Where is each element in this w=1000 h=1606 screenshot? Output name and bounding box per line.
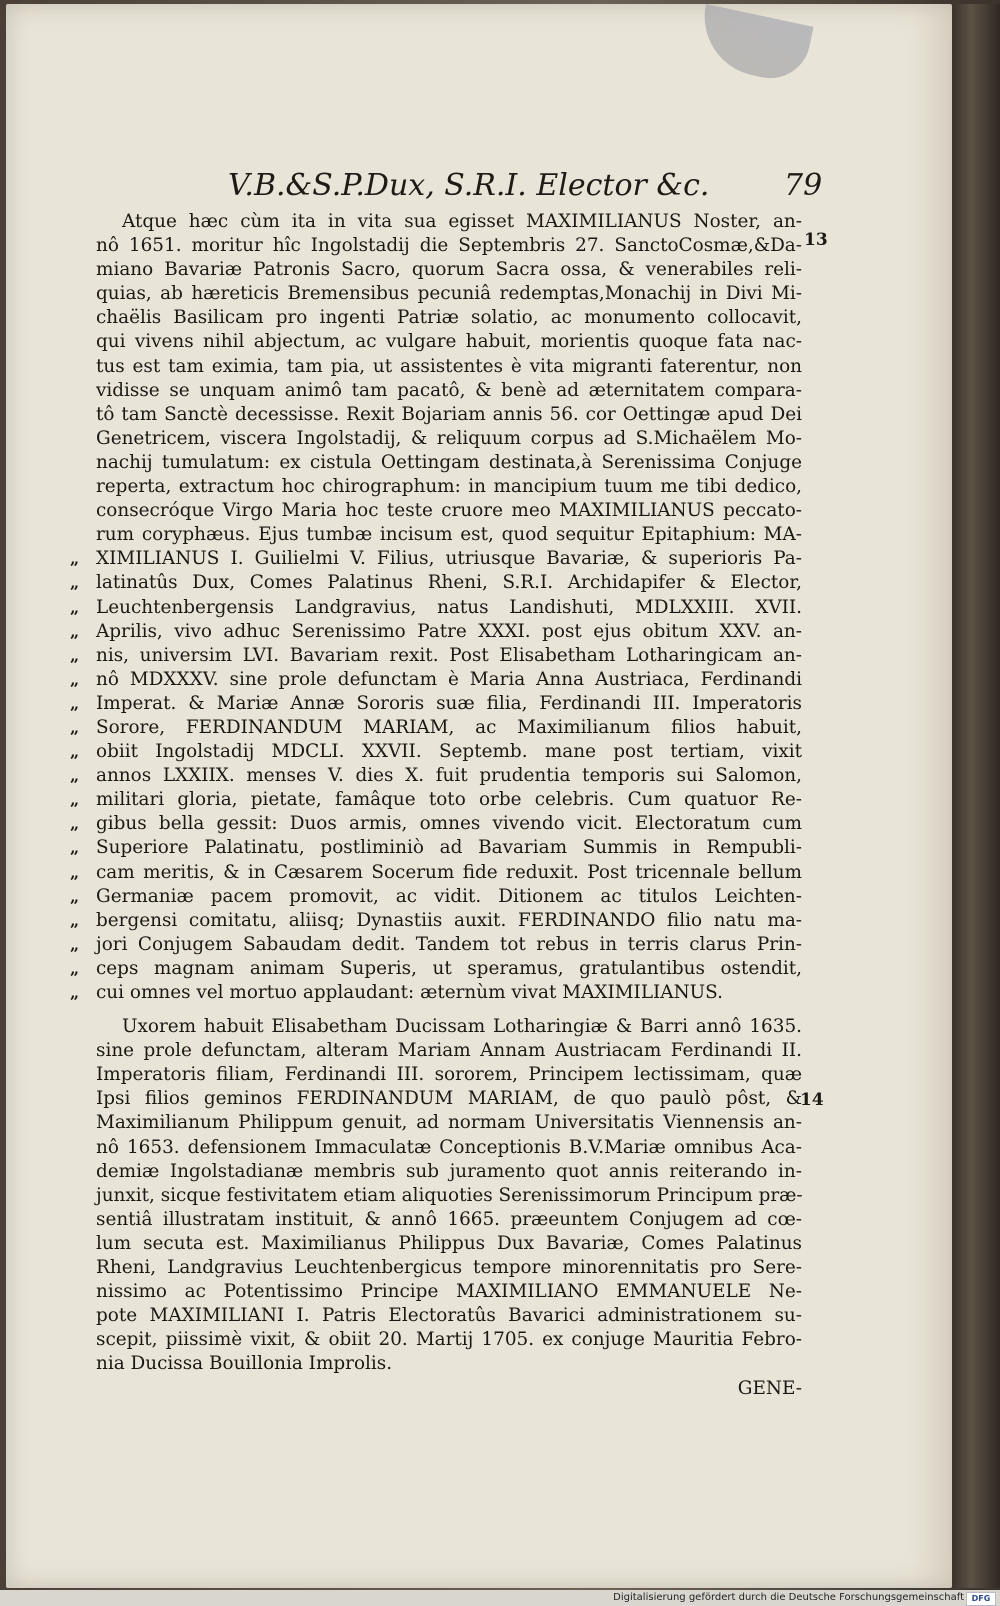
- line-text: ceps magnam animam Superis, ut speramus, gratulantibus ostendit,: [96, 957, 802, 979]
- line-text: reperta, extractum hoc chirographum: in mancipium tuum me tibi dedico,: [96, 476, 802, 498]
- text-line: demiæ Ingolstadianæ membris sub juramento quot annis reiterando in-: [96, 1160, 802, 1182]
- line-text: XIMILIANUS I. Guilielmi V. Filius, utriusque Bavariæ, & superioris Pa-: [96, 548, 802, 570]
- footer-bar: [0, 1590, 1000, 1606]
- running-header: [228, 168, 848, 208]
- text-line: sine prole defunctam, alteram Mariam Annam Austriacam Ferdinandi II.: [96, 1040, 802, 1062]
- body-text: [70, 210, 803, 1401]
- text-line: [70, 740, 802, 764]
- text-line: [70, 885, 802, 909]
- text-line: [96, 523, 802, 547]
- quote-mark: „: [70, 621, 80, 641]
- quote-mark: „: [70, 573, 80, 593]
- text-line: [96, 427, 802, 451]
- quote-mark: „: [70, 862, 80, 882]
- quote-mark: „: [70, 886, 80, 906]
- line-text: Imperat. & Mariæ Annæ Sororis suæ filia, Ferdinandi III. Imperatoris: [96, 692, 802, 714]
- quote-mark: „: [70, 983, 80, 1002]
- quote-mark: „: [70, 814, 80, 834]
- text-line: [70, 620, 802, 644]
- text-line: [70, 547, 802, 571]
- running-title: V.B.&S.P.Dux, S.R.I. Elector &c.: [228, 168, 710, 203]
- quote-mark: „: [70, 693, 80, 713]
- text-line: scepit, piissimè vixit, & obiit 20. Martij 1705. ex conjuge Mauritia Febro-: [96, 1329, 802, 1351]
- text-line: nissimo ac Potentissimo Principe MAXIMILIANO EMMANUELE Ne-: [96, 1281, 802, 1303]
- quote-mark: „: [70, 645, 80, 665]
- text-line: [70, 812, 802, 836]
- line-text: obiit Ingolstadij MDCLI. XXVII. Septemb. mane post tertiam, vixit: [96, 741, 802, 763]
- text-line: [70, 788, 802, 812]
- text-line: nô 1653. defensionem Immaculatæ Conceptionis B.V.Mariæ omnibus Aca-: [96, 1136, 802, 1158]
- line-text: tus est tam eximia, tam pia, ut assistentes è vita migranti faterentur, non: [96, 355, 802, 377]
- line-text: nô MDXXXV. sine prole defunctam è Maria Anna Austriaca, Ferdinandi: [96, 668, 802, 690]
- line-text: qui vivens nihil abjectum, ac vulgare habuit, morientis quoque fata nac-: [96, 331, 802, 353]
- catchword-line: [96, 1377, 802, 1401]
- clip-shadow: [694, 4, 814, 86]
- text-line: Uxorem habuit Elisabetham Ducissam Lotharingiæ & Barri annô 1635.: [122, 1016, 802, 1038]
- line-text: chaëlis Basilicam pro ingenti Patriæ solatio, ac monumento collocavit,: [96, 307, 802, 329]
- text-line: [70, 981, 802, 1005]
- line-text: militari gloria, pietate, famâque toto orbe celebris. Cum quatuor Re-: [96, 789, 802, 811]
- text-line: [96, 282, 802, 306]
- quote-mark: „: [70, 597, 80, 617]
- quote-mark: „: [70, 838, 80, 858]
- margin-number-13: 13: [804, 230, 828, 250]
- text-line: Maximilianum Philippum genuit, ad normam Universitatis Viennensis an-: [96, 1112, 802, 1134]
- text-line: lum secuta est. Maximilianus Philippus Dux Bavariæ, Comes Palatinus: [96, 1232, 802, 1254]
- text-line: junxit, sicque festivitatem etiam aliquoties Serenissimorum Principum præ-: [96, 1184, 803, 1206]
- text-line: [70, 716, 802, 740]
- line-text: Germaniæ pacem promovit, ac vidit. Ditionem ac titulos Leichten-: [96, 885, 802, 907]
- line-text: annos LXXIIX. menses V. dies X. fuit prudentia temporis sui Salomon,: [96, 765, 802, 787]
- line-text: consecróque Virgo Maria hoc teste cruore meo MAXIMILIANUS peccato-: [96, 500, 802, 522]
- line-text: gibus bella gessit: Duos armis, omnes vivendo vicit. Electoratum cum: [96, 813, 802, 835]
- quote-mark: „: [70, 766, 80, 786]
- text-line: [70, 933, 802, 957]
- quote-mark: „: [70, 717, 80, 737]
- text-line: [70, 861, 802, 885]
- margin-number-14: 14: [800, 1090, 824, 1110]
- quote-mark: „: [70, 549, 80, 569]
- text-line: [96, 306, 802, 330]
- text-line: Ipsi filios geminos FERDINANDUM MARIAM, de quo paulò pôst, &: [96, 1088, 802, 1110]
- paragraph-1: [70, 210, 802, 1005]
- line-text: bergensi comitatu, aliisq; Dynastiis auxit. FERDINANDO filio natu ma-: [96, 909, 802, 931]
- text-line: [70, 957, 802, 981]
- line-text: miano Bavariæ Patronis Sacro, quorum Sacra ossa, & venerabiles reli-: [96, 259, 802, 281]
- text-line: [70, 909, 802, 933]
- text-line: nia Ducissa Bouillonia Improlis.: [96, 1353, 393, 1375]
- line-text: nô 1651. moritur hîc Ingolstadij die Septembris 27. SanctoCosmæ,&Da-: [96, 235, 802, 257]
- text-line: [96, 403, 802, 427]
- text-line: sentiâ illustratam instituit, & annô 1665. præeuntem Conjugem ad cœ-: [96, 1208, 802, 1230]
- catchword: GENE-: [737, 1377, 802, 1399]
- quote-mark: „: [70, 934, 80, 954]
- text-line: [96, 379, 802, 403]
- line-text: Leuchtenbergensis Landgravius, natus Landishuti, MDLXXIII. XVII.: [96, 596, 802, 618]
- line-text: latinatûs Dux, Comes Palatinus Rheni, S.R.I. Archidapifer & Elector,: [96, 572, 802, 594]
- dfg-logo: DFG: [966, 1592, 996, 1606]
- text-line: [70, 764, 802, 788]
- footer-credit: Digitalisierung gefördert durch die Deutsche Forschungsgemeinschaft: [613, 1592, 964, 1603]
- line-text: cui omnes vel mortuo applaudant: æternùm vivat MAXIMILIANUS.: [96, 982, 723, 1003]
- text-line: [96, 258, 802, 282]
- quote-mark: „: [70, 958, 80, 978]
- quote-mark: „: [70, 669, 80, 689]
- text-line: [96, 234, 802, 258]
- text-line: [96, 355, 802, 379]
- text-line: [70, 644, 802, 668]
- text-line: [70, 836, 802, 860]
- text-line: pote MAXIMILIANI I. Patris Electoratûs Bavarici administrationem su-: [96, 1305, 802, 1327]
- text-line: [96, 451, 802, 475]
- text-line: [70, 668, 802, 692]
- quote-mark: „: [70, 910, 80, 930]
- line-text: quias, ab hæreticis Bremensibus pecuniâ redemptas,Monachij in Divi Mi-: [96, 283, 802, 305]
- line-text: Sorore, FERDINANDUM MARIAM, ac Maximilianum filios habuit,: [96, 716, 802, 738]
- book-edge: [952, 4, 1000, 1588]
- paragraph-2: [96, 1015, 802, 1376]
- line-text: Aprilis, vivo adhuc Serenissimo Patre XXXI. post ejus obitum XXV. an-: [96, 620, 802, 642]
- text-line: [96, 330, 802, 354]
- line-text: vidisse se unquam animô tam pacatô, & benè ad æternitatem compara-: [96, 379, 802, 401]
- line-text: nachij tumulatum: ex cistula Oettingam destinata,à Serenissima Conjuge: [96, 451, 802, 473]
- text-line: [70, 596, 802, 620]
- quote-mark: „: [70, 742, 80, 762]
- line-text: rum coryphæus. Ejus tumbæ incisum est, quod sequitur Epitaphium: MA-: [96, 524, 802, 546]
- line-text: Genetricem, viscera Ingolstadij, & reliquum corpus ad S.Michaëlem Mo-: [96, 427, 802, 449]
- text-line: [96, 499, 802, 523]
- line-text: nis, universim LVI. Bavariam rexit. Post Elisabetham Lotharingicam an-: [96, 644, 802, 666]
- quote-mark: „: [70, 790, 80, 810]
- line-text: jori Conjugem Sabaudam dedit. Tandem tot rebus in terris clarus Prin-: [96, 933, 802, 955]
- text-line: [96, 475, 802, 499]
- text-line: Imperatoris filiam, Ferdinandi III. sororem, Principem lectissimam, quæ: [96, 1064, 802, 1086]
- line-text: tô tam Sanctè decessisse. Rexit Bojariam annis 56. cor Oettingæ apud Dei: [96, 403, 802, 425]
- text-line: Rheni, Landgravius Leuchtenbergicus tempore minorennitatis pro Sere-: [96, 1257, 802, 1279]
- text-line: [70, 692, 802, 716]
- line-text: Superiore Palatinatu, postliminiò ad Bavariam Summis in Rempubli-: [96, 837, 802, 859]
- line-text: cam meritis, & in Cæsarem Socerum fide reduxit. Post tricennale bellum: [96, 861, 802, 883]
- line-text: Atque hæc cùm ita in vita sua egisset MAXIMILIANUS Noster, an-: [122, 211, 802, 232]
- text-line: [70, 571, 802, 595]
- text-line: [96, 210, 802, 234]
- page-number: 79: [784, 168, 823, 203]
